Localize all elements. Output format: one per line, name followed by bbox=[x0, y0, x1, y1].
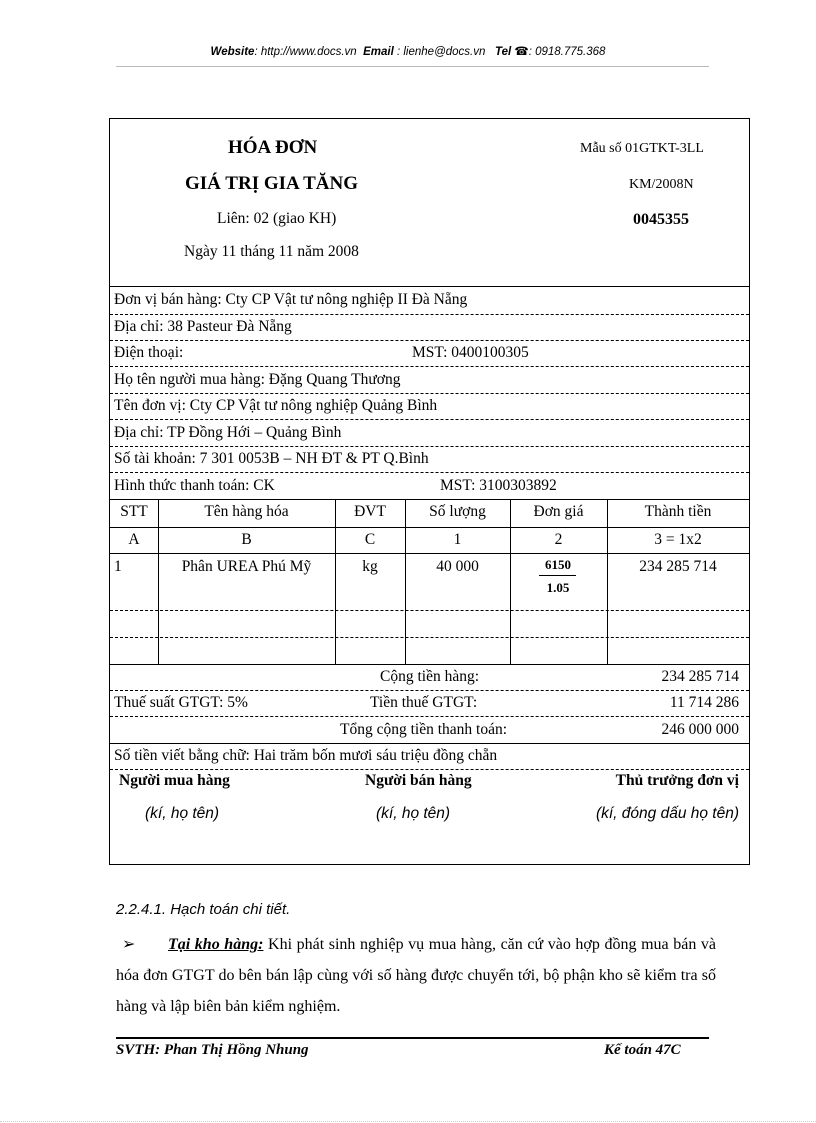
invoice-number: 0045355 bbox=[633, 211, 689, 228]
footer-class: Kế toán 47C bbox=[604, 1042, 681, 1058]
column-header: Số lượng bbox=[429, 503, 486, 520]
item-price-numerator: 6150 bbox=[545, 557, 571, 572]
invoice bbox=[109, 118, 750, 865]
arrow-bullet-icon: ➢ bbox=[122, 936, 136, 953]
item-unit: kg bbox=[362, 558, 378, 575]
signature-seller-note: (kí, họ tên) bbox=[376, 805, 451, 822]
divider bbox=[110, 286, 749, 287]
paragraph-lead: Tại kho hàng: bbox=[168, 936, 264, 953]
tel-value: : 0918.775.368 bbox=[528, 46, 606, 58]
account-row: Số tài khoản: 7 301 0053B – NH ĐT & PT Q.Bình bbox=[114, 450, 429, 467]
subtotal-label: Cộng tiền hàng: bbox=[380, 668, 480, 685]
item-quantity: 40 000 bbox=[436, 558, 479, 575]
phone-row bbox=[110, 341, 749, 365]
column-header: Đơn giá bbox=[533, 503, 584, 520]
payment-method: Hình thức thanh toán: CK bbox=[114, 477, 275, 494]
column-code: 2 bbox=[554, 531, 563, 548]
seller-tax: MST: 0400100305 bbox=[412, 344, 529, 361]
phone-label: Điện thoại: bbox=[114, 344, 184, 361]
column-code: B bbox=[241, 531, 252, 548]
body-paragraph bbox=[116, 929, 716, 1022]
paragraph-text: Khi phát sinh nghiệp vụ mua hàng, căn cứ vào hợp đồng mua bán và hóa đơn GTGT do bên bán lập cùng với số hàng được chuyển tới, bộ phận kho sẽ kiểm tra số hàng và lập biên bản kiểm nghiệm. bbox=[116, 936, 717, 1015]
footer-student: SVTH: Phan Thị Hồng Nhung bbox=[116, 1042, 309, 1058]
item-name: Phân UREA Phú Mỹ bbox=[181, 558, 312, 575]
item-stt: 1 bbox=[114, 558, 122, 575]
seller-row: Đơn vị bán hàng: Cty CP Vật tư nông nghiệp II Đà Nẵng bbox=[114, 291, 468, 308]
payment-row bbox=[110, 474, 749, 498]
invoice-symbol: KM/2008N bbox=[629, 177, 694, 192]
signature-head-title: Thủ trưởng đơn vị bbox=[615, 772, 739, 789]
signature-head-note: (kí, đóng dấu họ tên) bbox=[595, 805, 739, 822]
divider bbox=[110, 769, 749, 770]
email-value: : lienhe@docs.vn bbox=[396, 46, 486, 58]
invoice-title: HÓA ĐƠN bbox=[228, 137, 318, 158]
column-header: STT bbox=[120, 503, 148, 520]
column-code: C bbox=[364, 531, 376, 548]
item-amount: 234 285 714 bbox=[639, 558, 717, 575]
divider bbox=[110, 419, 749, 420]
total-label: Tổng cộng tiền thanh toán: bbox=[340, 721, 508, 738]
vat-amount: 11 714 286 bbox=[669, 694, 739, 711]
signature-buyer-title: Người mua hàng bbox=[119, 772, 230, 789]
column-code: A bbox=[128, 531, 140, 548]
total-value: 246 000 000 bbox=[661, 721, 739, 738]
vat-row bbox=[110, 691, 749, 715]
column-code: 3 = 1x2 bbox=[654, 531, 702, 548]
vat-label: Tiền thuế GTGT: bbox=[370, 694, 478, 711]
subtotal-value: 234 285 714 bbox=[661, 668, 739, 685]
buyer-name-row: Họ tên người mua hàng: Đặng Quang Thương bbox=[114, 371, 401, 388]
page-bottom-border bbox=[0, 1121, 816, 1122]
divider bbox=[110, 472, 749, 473]
divider bbox=[110, 610, 749, 611]
invoice-copy: Liên: 02 (giao KH) bbox=[217, 210, 337, 227]
column-header: Thành tiền bbox=[644, 503, 712, 520]
signature-seller-title: Người bán hàng bbox=[365, 772, 472, 789]
column-header: Tên hàng hóa bbox=[204, 503, 289, 520]
seller-address-row: Địa chỉ: 38 Pasteur Đà Nẵng bbox=[114, 318, 292, 335]
header-divider bbox=[116, 66, 709, 67]
column-header: ĐVT bbox=[354, 503, 386, 520]
section-subheading: 2.2.4.1. Hạch toán chi tiết. bbox=[116, 901, 291, 918]
item-price-denominator: 1.05 bbox=[546, 580, 570, 595]
phone-icon: ☎ bbox=[514, 46, 529, 58]
divider bbox=[110, 716, 749, 717]
email-label: Email bbox=[363, 46, 394, 58]
buyer-address-row: Địa chỉ: TP Đồng Hới – Quảng Bình bbox=[114, 424, 342, 441]
vat-rate: Thuế suất GTGT: 5% bbox=[114, 694, 248, 711]
divider bbox=[110, 366, 749, 367]
amount-in-words: Số tiền viết bằng chữ: Hai trăm bốn mươi sáu triệu đồng chẵn bbox=[114, 747, 498, 764]
signature-buyer-note: (kí, họ tên) bbox=[145, 805, 220, 822]
divider bbox=[110, 637, 749, 638]
page-header bbox=[0, 44, 816, 58]
invoice-date: Ngày 11 tháng 11 năm 2008 bbox=[184, 243, 359, 260]
divider bbox=[110, 553, 749, 554]
website-value: : http://www.docs.vn bbox=[254, 46, 357, 58]
buyer-unit-row: Tên đơn vị: Cty CP Vật tư nông nghiệp Quảng Bình bbox=[114, 397, 438, 414]
website-label: Website bbox=[210, 46, 255, 58]
fraction-bar bbox=[539, 575, 576, 576]
form-number: Mẫu số 01GTKT-3LL bbox=[580, 141, 704, 156]
footer-divider bbox=[116, 1037, 709, 1039]
invoice-subtitle: GIÁ TRỊ GIA TĂNG bbox=[185, 173, 358, 194]
buyer-tax: MST: 3100303892 bbox=[440, 477, 557, 494]
column-code: 1 bbox=[453, 531, 462, 548]
tel-label: Tel bbox=[494, 46, 512, 58]
